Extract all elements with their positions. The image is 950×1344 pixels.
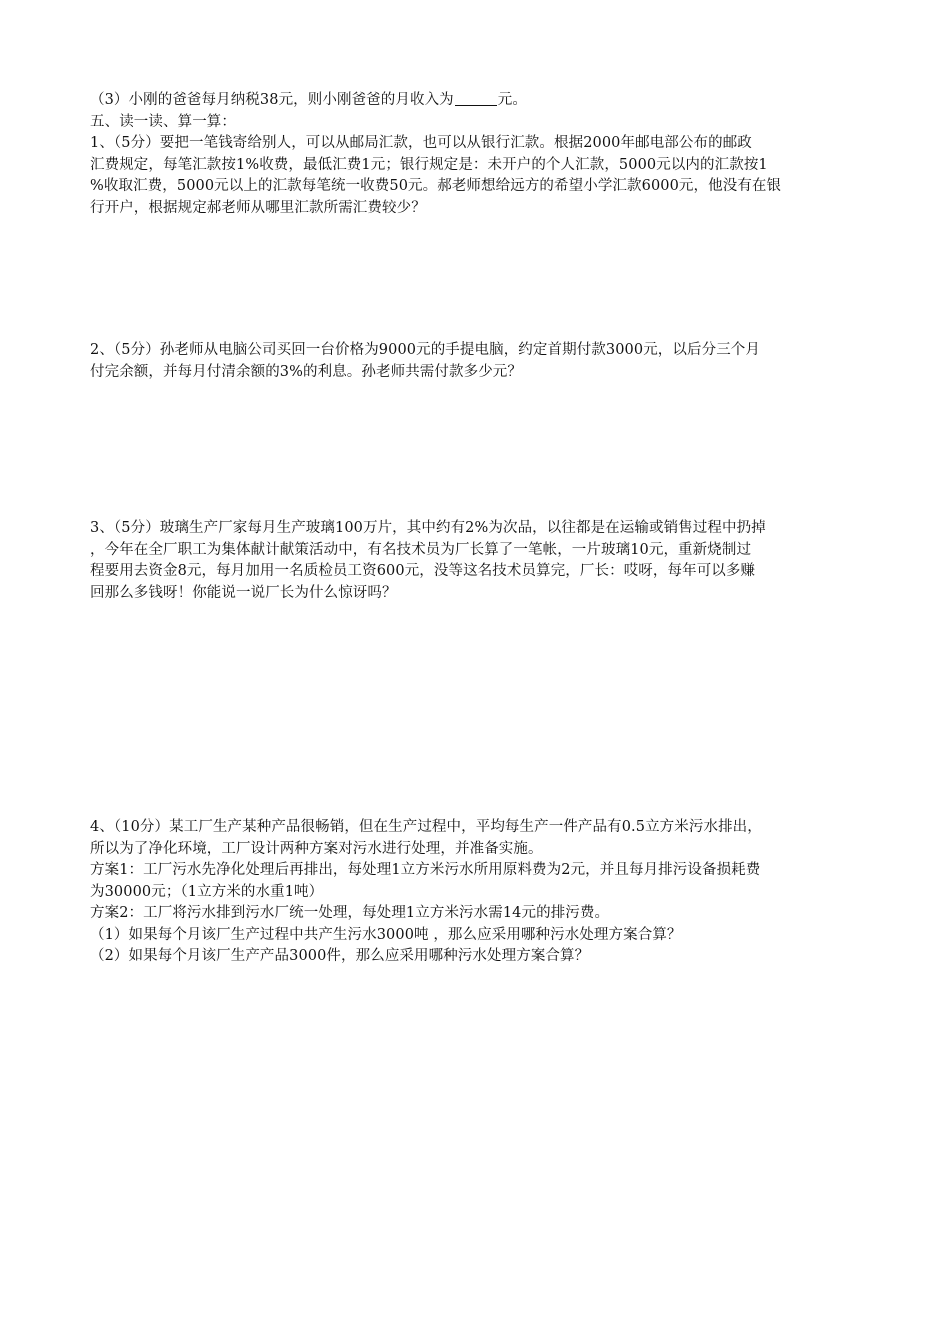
question-3-line: 程要用去资金8元，每月加用一名质检员工资600元，没等这名技术员算完，厂长：哎呀，每年可以多赚 [90, 563, 756, 579]
intro-question-line [90, 90, 870, 112]
question-1-line: 行开户，根据规定郝老师从哪里汇款所需汇费较少？ [90, 199, 426, 216]
question-4-plan-1-cont: 为30000元；（1立方米的水重1吨） [90, 883, 324, 900]
answer-blank [455, 90, 497, 106]
question-2 [90, 340, 760, 383]
question-4-plan-1: 方案1：工厂污水先净化处理后再排出，每处理1立方米污水所用原料费为2元，并且每月排污设备损耗费 [90, 862, 761, 878]
intro-text-after-blank: 元。 [497, 92, 527, 108]
question-2-line: 2、（5分）孙老师从电脑公司买回一台价格为9000元的手提电脑，约定首期付款3000元，以后分三个月 [90, 342, 760, 358]
question-3-line: 3、（5分）玻璃生产厂家每月生产玻璃100万片，其中约有2%为次品，以往都是在运输或销售过程中扔掉 [90, 520, 766, 536]
question-4-sub-2: （2）如果每个月该厂生产产品3000件，那么应采用哪种污水处理方案合算？ [90, 948, 590, 964]
question-3-line: 回那么多钱呀！你能说一说厂长为什么惊讶吗？ [90, 584, 397, 601]
question-4 [90, 817, 762, 968]
question-4-line: 4、（10分）某工厂生产某种产品很畅销，但在生产过程中，平均每生产一件产品有0.5立方米污水排出， [90, 819, 762, 835]
section-title: 五、读一读、算一算： [90, 113, 236, 130]
question-4-line: 所以为了净化环境，工厂设计两种方案对污水进行处理，并准备实施。 [90, 840, 543, 857]
question-4-sub-1: （1）如果每个月该厂生产过程中共产生污水3000吨 ，那么应采用哪种污水处理方案合算？ [90, 926, 682, 943]
question-1-line: 汇费规定，每笔汇款按1%收费，最低汇费1元；银行规定是：未开户的个人汇款，5000元以内的汇款按1 [90, 156, 768, 173]
question-3 [90, 518, 766, 604]
intro-text-before-blank: （3）小刚的爸爸每月纳税38元，则小刚爸爸的月收入为 [90, 92, 454, 108]
question-2-line: 付完余额，并每月付清余额的3%的利息。孙老师共需付款多少元？ [90, 363, 523, 380]
document-page [90, 90, 870, 964]
question-1-line: 1、（5分）要把一笔钱寄给别人，可以从邮局汇款，也可以从银行汇款。根据2000年邮电部公布的邮政 [90, 135, 752, 151]
question-3-line: ，今年在全厂职工为集体献计献策活动中，有名技术员为厂长算了一笔帐，一片玻璃10元，重新烧制过 [90, 541, 752, 558]
question-1-line: %收取汇费，5000元以上的汇款每笔统一收费50元。郝老师想给远方的希望小学汇款6000元，他没有在银 [90, 178, 782, 194]
question-4-plan-2: 方案2：工厂将污水排到污水厂统一处理，每处理1立方米污水需14元的排污费。 [90, 905, 610, 921]
question-1 [90, 133, 870, 219]
